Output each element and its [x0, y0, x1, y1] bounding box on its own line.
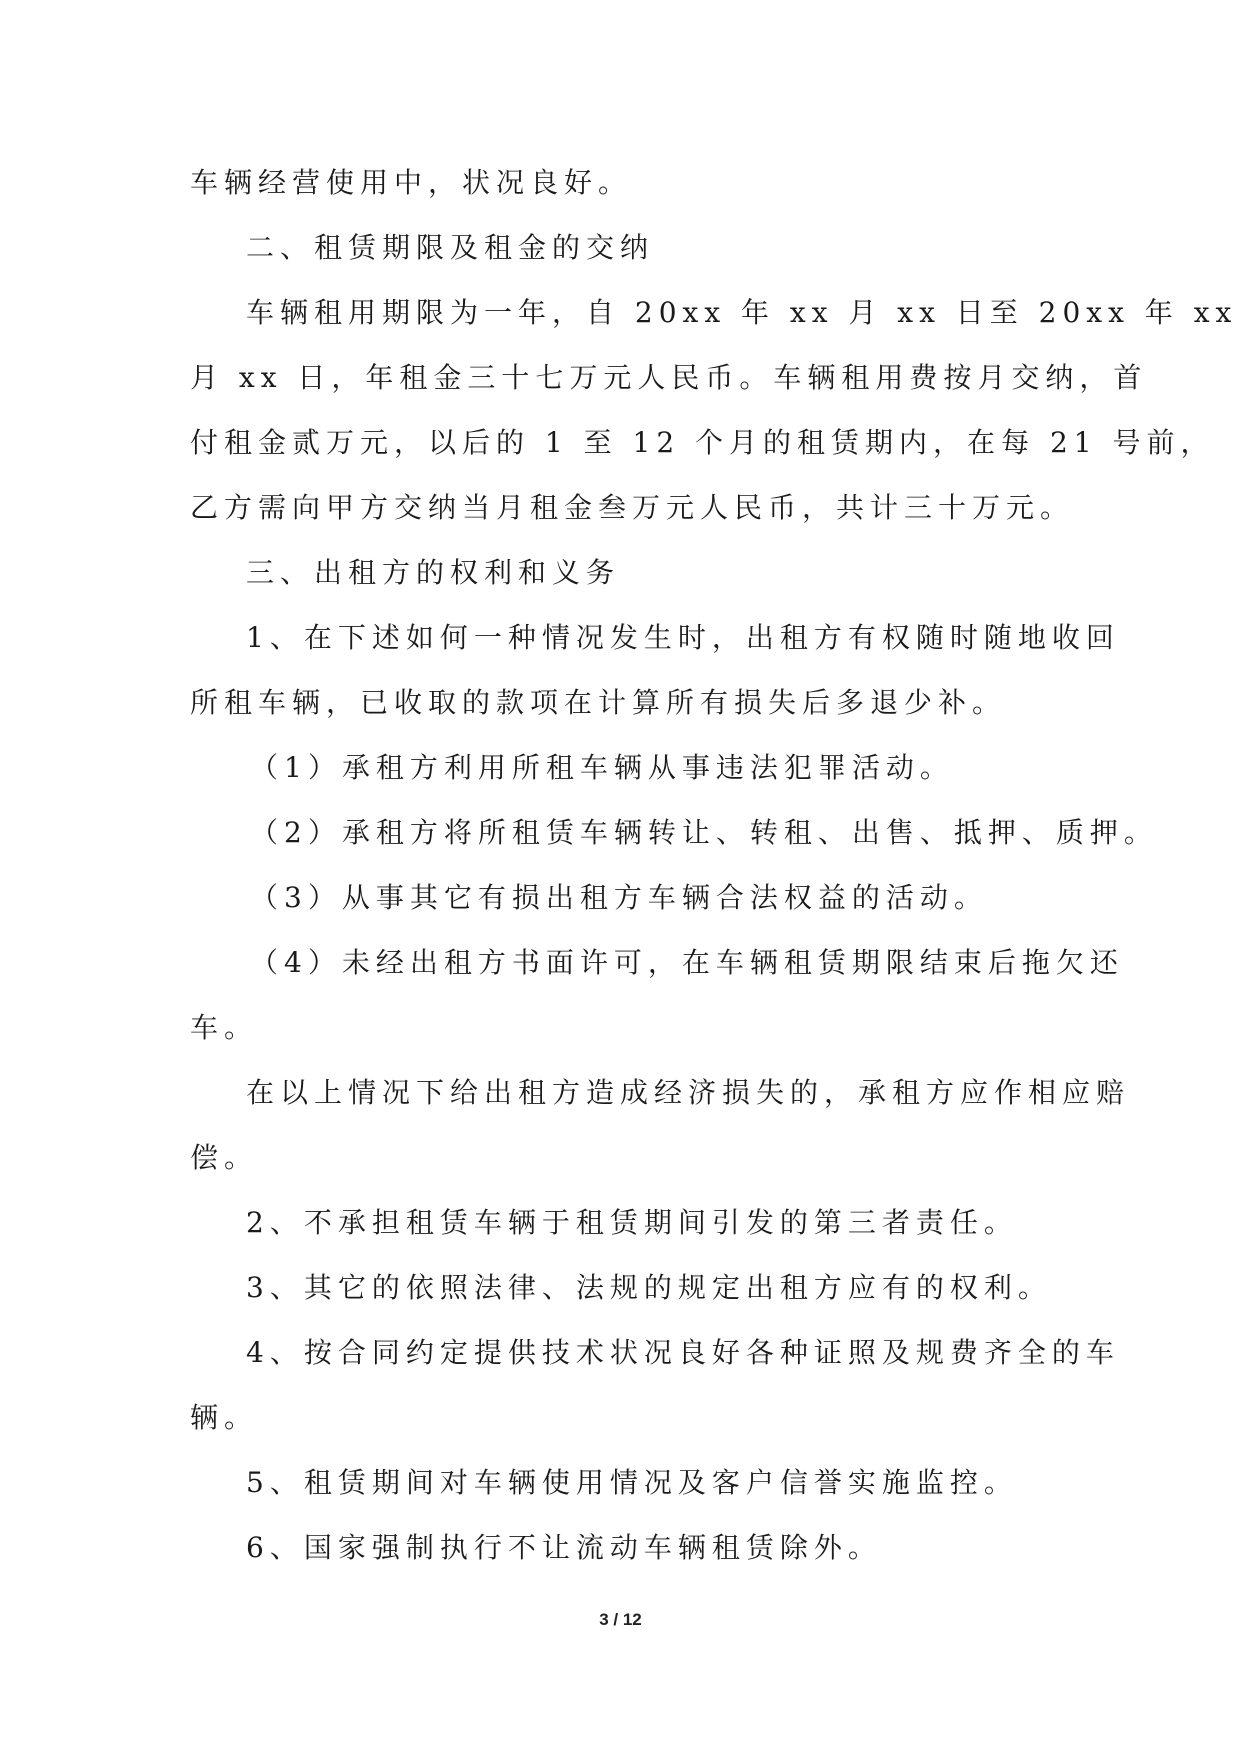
text-line: 1、在下述如何一种情况发生时，出租方有权随时随地收回 [246, 621, 1120, 654]
text-line: （2）承租方将所租赁车辆转让、转租、出售、抵押、质押。 [250, 816, 1158, 849]
text-line: 在以上情况下给出租方造成经济损失的，承租方应作相应赔 [246, 1076, 1131, 1109]
text-line: 月 xx 日，年租金三十七万元人民币。车辆租用费按月交纳，首 [190, 361, 1148, 394]
text-line: 车。 [190, 1011, 259, 1044]
section-heading: 二、租赁期限及租金的交纳 [246, 231, 655, 264]
section-heading: 三、出租方的权利和义务 [246, 556, 621, 589]
body-text [190, 150, 1238, 1580]
text-line: （1）承租方利用所租车辆从事违法犯罪活动。 [250, 751, 954, 784]
text-line: 车辆经营使用中，状况良好。 [190, 166, 633, 199]
text-line: 2、不承担租赁车辆于租赁期间引发的第三者责任。 [246, 1206, 1018, 1239]
text-line: 4、按合同约定提供技术状况良好各种证照及规费齐全的车 [246, 1336, 1120, 1369]
text-line: 6、国家强制执行不让流动车辆租赁除外。 [246, 1531, 882, 1564]
text-line: （4）未经出租方书面许可，在车辆租赁期限结束后拖欠还 [250, 946, 1124, 979]
text-line: 所租车辆，已收取的款项在计算所有损失后多退少补。 [190, 686, 1007, 719]
text-line: 车辆租用期限为一年，自 20xx 年 xx 月 xx 日至 20xx 年 xx [246, 296, 1238, 329]
text-line: 3、其它的依照法律、法规的规定出租方应有的权利。 [246, 1271, 1052, 1304]
text-line: 乙方需向甲方交纳当月租金叁万元人民币，共计三十万元。 [190, 491, 1075, 524]
text-line: （3）从事其它有损出租方车辆合法权益的活动。 [250, 881, 988, 914]
page-number: 3 / 12 [599, 1610, 642, 1629]
text-line: 辆。 [190, 1401, 259, 1434]
text-line: 偿。 [190, 1141, 259, 1174]
text-line: 5、租赁期间对车辆使用情况及客户信誉实施监控。 [246, 1466, 1018, 1499]
text-line: 付租金贰万元，以后的 1 至 12 个月的租赁期内，在每 21 号前， [190, 426, 1215, 459]
